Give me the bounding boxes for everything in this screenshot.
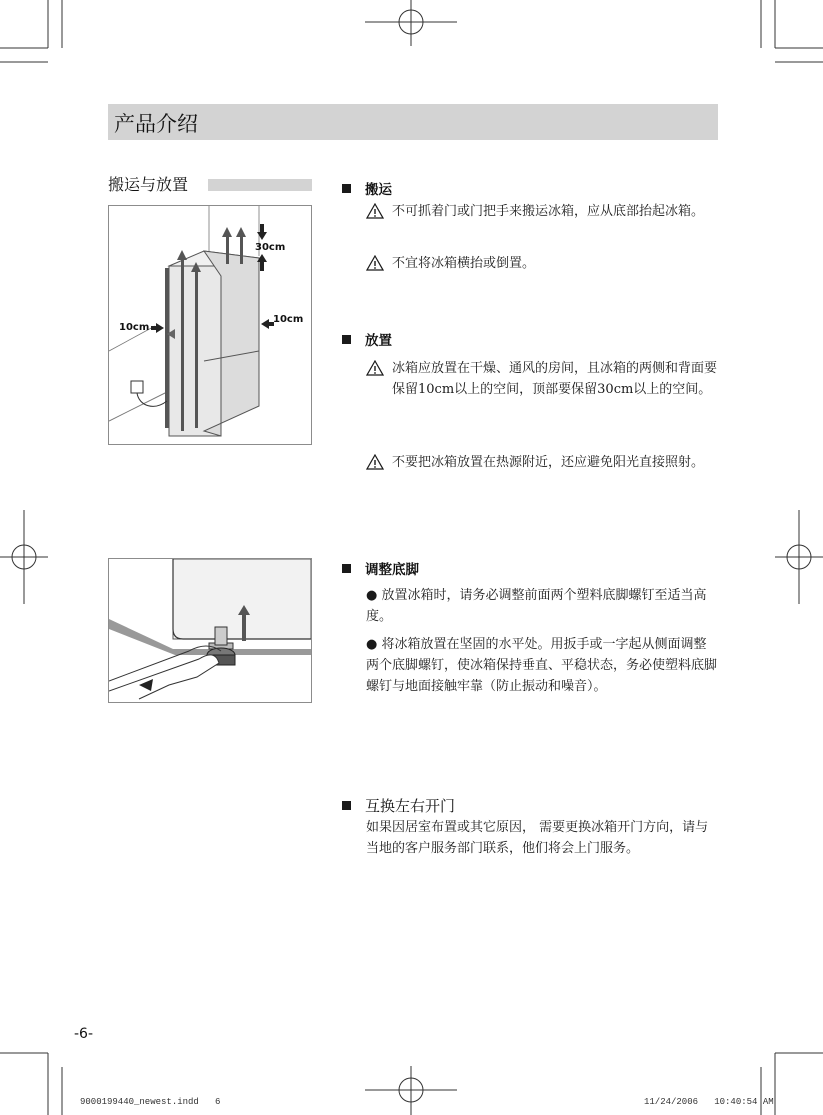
warning-triangle-icon <box>366 255 384 271</box>
feet-bullet-1: ● 放置冰箱时，请务必调整前面两个塑料底脚螺钉至适当高度。 <box>366 588 707 624</box>
placement-warning-1: 冰箱应放置在干燥、通风的房间，且冰箱的两侧和背面要保留10cm以上的空间，顶部要保留30cm以上的空间。 <box>366 358 718 422</box>
door-text: 如果因居室布置或其它原因， 需要更换冰箱开门方向，请与当地的客户服务部门联系，他们将会上门服务。 <box>366 820 709 856</box>
door-heading: 互换左右开门 <box>342 795 455 816</box>
warning-triangle-icon <box>366 454 384 470</box>
feet-heading: 调整底脚 <box>342 558 419 578</box>
placement-warning-2: 不要把冰箱放置在热源附近，还应避免阳光直接照射。 <box>366 452 718 496</box>
feet-bullet-2: ● 将冰箱放置在坚固的水平处。用扳手或一字起从侧面调整两个底脚螺钉，使冰箱保持垂直、平稳状态，务必使塑料底脚螺钉与地面接触牢靠（防止振动和噪音）。 <box>366 637 718 694</box>
bullet-dot-icon: ● <box>366 637 382 652</box>
section-title: 产品介绍 <box>114 112 198 136</box>
clearance-label-left: 10cm <box>119 322 150 333</box>
warning-triangle-icon <box>366 360 384 376</box>
leveling-feet-illustration <box>108 558 312 703</box>
footer-datetime: 11/24/2006 10:40:54 AM <box>644 1097 774 1107</box>
bullet-square-icon <box>342 564 351 573</box>
subsection-title: 搬运与放置 <box>108 175 189 194</box>
transport-warning-2: 不宜将冰箱横抬或倒置。 <box>366 253 718 275</box>
transport-warning-1: 不可抓着门或门把手来搬运冰箱，应从底部抬起冰箱。 <box>366 201 718 245</box>
fridge-clearance-illustration <box>108 205 312 445</box>
warning-triangle-icon <box>366 203 384 219</box>
subsection-rule <box>208 179 312 191</box>
bullet-square-icon <box>342 184 351 193</box>
clearance-label-right: 10cm <box>273 314 304 325</box>
bullet-square-icon <box>342 335 351 344</box>
bullet-dot-icon: ● <box>366 588 382 603</box>
transport-heading: 搬运 <box>342 178 392 198</box>
footer-filename: 9000199440_newest.indd 6 <box>80 1097 221 1107</box>
clearance-label-top: 30cm <box>255 242 286 253</box>
placement-heading: 放置 <box>342 329 392 349</box>
page-number: -6- <box>74 1026 94 1042</box>
bullet-square-icon <box>342 801 351 810</box>
leveling-feet-drawing <box>109 559 311 702</box>
section-title-bar <box>108 104 718 140</box>
